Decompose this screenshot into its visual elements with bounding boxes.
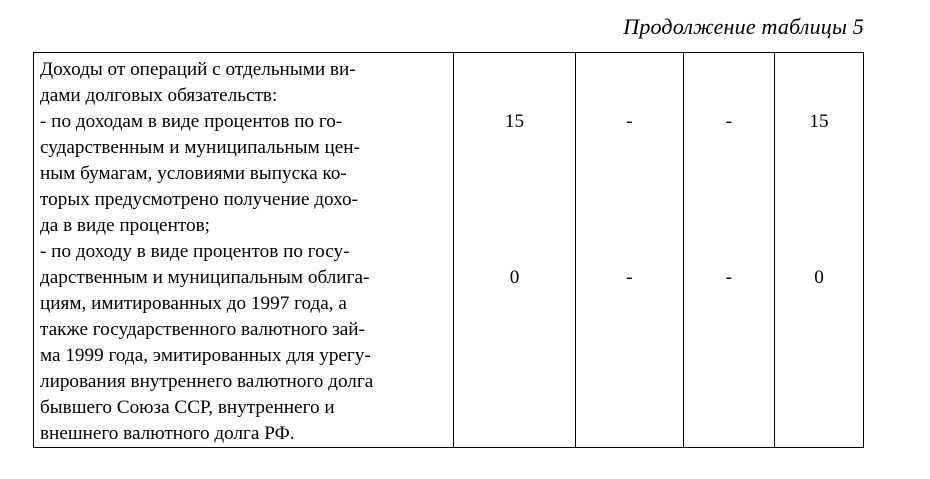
- description-line: циям, имитированных до 1997 года, а: [40, 293, 347, 314]
- description-line: торых предусмотрено получение дохо-: [40, 189, 358, 210]
- value: -: [626, 267, 633, 288]
- description-line: дарственным и муниципальным облига-: [40, 267, 370, 288]
- description-line: ма 1999 года, эмитированных для урегу-: [40, 345, 371, 366]
- value: 0: [814, 267, 824, 288]
- description-line: внешнего валютного долга РФ.: [40, 423, 295, 444]
- description-line: - по доходам в виде процентов по го-: [40, 111, 343, 132]
- description-line: Доходы от операций с отдельными ви-: [40, 59, 356, 80]
- description-cell: [34, 53, 454, 448]
- data-table: [33, 52, 864, 448]
- description-line: дами долговых обязательств:: [40, 85, 278, 106]
- value: 15: [809, 111, 829, 132]
- table-row: [34, 53, 864, 448]
- description-line: бывшего Союза ССР, внутреннего и: [40, 397, 335, 418]
- description-text: [34, 53, 453, 447]
- description-line: сударственным и муниципальным цен-: [40, 137, 360, 158]
- table-continuation-caption: Продолжение таблицы 5: [623, 14, 864, 39]
- value-cell-col4: [775, 53, 864, 448]
- value-cell-col3: [684, 53, 775, 448]
- value: -: [725, 111, 733, 132]
- description-line: лирования внутреннего валютного долга: [40, 371, 374, 392]
- value-cell-col1: [454, 53, 576, 448]
- value-cell-col2: [576, 53, 684, 448]
- description-line: - по доходу в виде процентов по госу-: [40, 241, 350, 262]
- value: -: [626, 111, 633, 132]
- description-line: также государственного валютного зай-: [40, 319, 365, 340]
- value: 0: [509, 267, 520, 288]
- value: -: [725, 267, 733, 288]
- description-line: ным бумагам, условиями выпуска ко-: [40, 163, 347, 184]
- description-line: да в виде процентов;: [40, 215, 210, 236]
- value: 15: [504, 111, 525, 132]
